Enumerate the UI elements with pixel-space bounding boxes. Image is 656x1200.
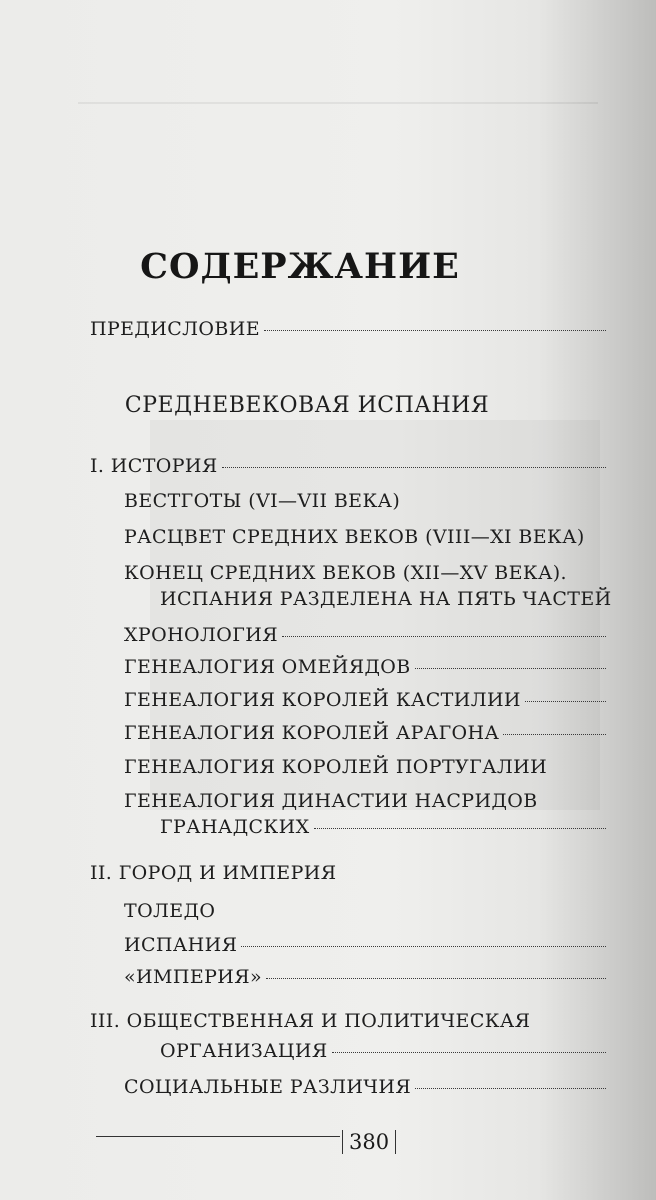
toc-entry-visigoths[interactable]	[124, 490, 400, 512]
dot-leader	[503, 734, 606, 735]
toc-entry-label: РАСЦВЕТ СРЕДНИХ ВЕКОВ (VIII—XI ВЕКА)	[124, 526, 585, 548]
toc-entry-aragon[interactable]	[124, 722, 610, 744]
toc-entry-nasrids-line1[interactable]: ГЕНЕАЛОГИЯ ДИНАСТИИ НАСРИДОВ	[124, 790, 538, 812]
dot-leader	[332, 1052, 606, 1053]
bleed-through-header	[78, 40, 598, 104]
toc-chapter-social-organization-line1[interactable]: III. ОБЩЕСТВЕННАЯ И ПОЛИТИЧЕСКАЯ	[90, 1010, 531, 1032]
toc-chapter-label: II. ГОРОД И ИМПЕРИЯ	[90, 862, 337, 884]
toc-entry-label: СОЦИАЛЬНЫЕ РАЗЛИЧИЯ	[124, 1076, 412, 1098]
toc-entry-label: ИСПАНИЯ РАЗДЕЛЕНА НА ПЯТЬ ЧАСТЕЙ	[160, 588, 612, 610]
toc-entry-chronology[interactable]	[124, 624, 610, 646]
toc-entry-preface[interactable]	[90, 318, 610, 340]
dot-leader	[415, 668, 606, 669]
toc-entry-castile[interactable]	[124, 689, 610, 711]
toc-entry-late-middle-ages[interactable]	[160, 588, 612, 610]
section-title: СРЕДНЕВЕКОВАЯ ИСПАНИЯ	[124, 393, 490, 418]
dot-leader	[264, 330, 606, 331]
toc-entry-portugal[interactable]	[124, 756, 547, 778]
toc-entry-label: «ИМПЕРИЯ»	[124, 966, 263, 988]
toc-entry-late-middle-ages-line1[interactable]: КОНЕЦ СРЕДНИХ ВЕКОВ (XII—XV ВЕКА).	[124, 562, 568, 584]
toc-entry-spain[interactable]	[124, 934, 610, 956]
toc-entry-label: ГЕНЕАЛОГИЯ КОРОЛЕЙ АРАГОНА	[124, 722, 500, 744]
toc-entry-label: ИСПАНИЯ	[124, 934, 238, 956]
toc-entry-flourishing[interactable]	[124, 526, 585, 548]
toc-entry-label: ГРАНАДСКИХ	[160, 816, 310, 838]
dot-leader	[241, 946, 606, 947]
toc-chapter-label: I. ИСТОРИЯ	[90, 455, 218, 477]
toc-entry-social-differences[interactable]	[124, 1076, 610, 1098]
dot-leader	[266, 978, 606, 979]
page-title: СОДЕРЖАНИЕ	[140, 246, 460, 287]
toc-chapter-city-and-empire[interactable]	[90, 862, 610, 884]
toc-entry-toledo[interactable]	[124, 900, 610, 922]
toc-entry-label: ВЕСТГОТЫ (VI—VII ВЕКА)	[124, 490, 401, 512]
toc-entry-label: ГЕНЕАЛОГИЯ КОРОЛЕЙ КАСТИЛИИ	[124, 689, 521, 711]
dot-leader	[415, 1088, 606, 1089]
footer-rule	[96, 1136, 340, 1137]
toc-entry-label: ХРОНОЛОГИЯ	[124, 624, 278, 646]
dot-leader	[525, 701, 606, 702]
dot-leader	[314, 828, 607, 829]
toc-entry-empire[interactable]	[124, 966, 610, 988]
dot-leader	[282, 636, 606, 637]
bleed-through-illustration	[150, 420, 600, 810]
toc-entry-label: ТОЛЕДО	[124, 900, 216, 922]
toc-chapter-social-organization[interactable]	[160, 1040, 610, 1062]
dot-leader	[222, 467, 606, 468]
toc-entry-label: ГЕНЕАЛОГИЯ КОРОЛЕЙ ПОРТУГАЛИИ	[124, 756, 548, 778]
toc-entry-nasrids[interactable]	[160, 816, 610, 838]
toc-chapter-label: ОРГАНИЗАЦИЯ	[160, 1040, 328, 1062]
toc-entry-label: ГЕНЕАЛОГИЯ ОМЕЙЯДОВ	[124, 656, 411, 678]
toc-chapter-history[interactable]	[90, 455, 610, 477]
page-number: 380	[342, 1130, 396, 1154]
toc-entry-umayyads[interactable]	[124, 656, 610, 678]
toc-entry-label: ПРЕДИСЛОВИЕ	[90, 318, 261, 340]
